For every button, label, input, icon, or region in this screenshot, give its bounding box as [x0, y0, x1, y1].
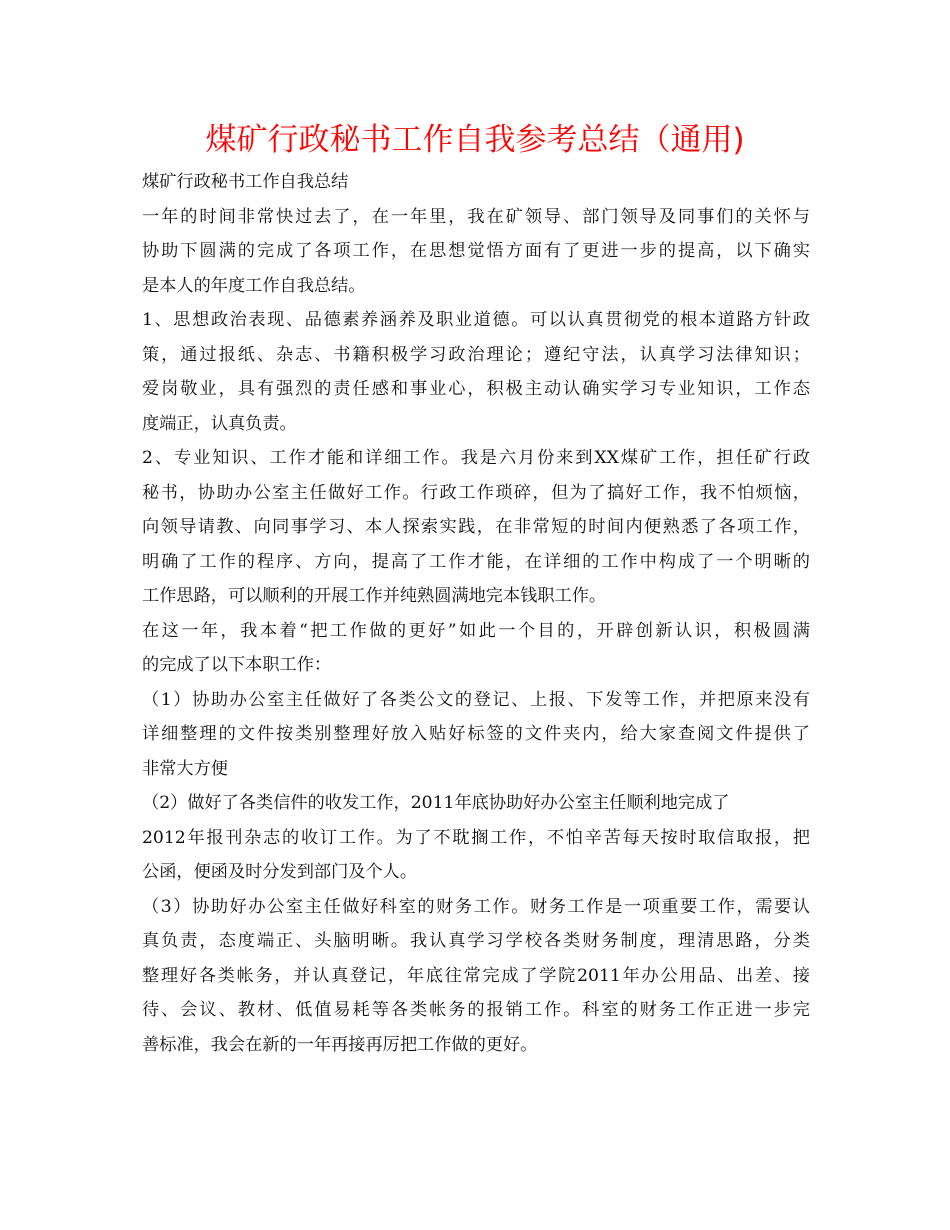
- body-line: 策，通过报纸、杂志、书籍积极学习政治理论；遵纪守法，认真学习法律知识；: [142, 344, 810, 365]
- body-line: 秘书，协助办公室主任做好工作。行政工作琐碎，但为了搞好工作，我不怕烦恼，: [142, 482, 810, 503]
- body-line: 一年的时间非常快过去了，在一年里，我在矿领导、部门领导及同事们的关怀与: [142, 206, 810, 227]
- body-line: 协助下圆满的完成了各项工作，在思想觉悟方面有了更进一步的提高，以下确实: [142, 241, 810, 261]
- body-line: 详细整理的文件按类别整理好放入贴好标签的文件夹内，给大家查阅文件提供了: [142, 724, 810, 744]
- body-line: 非常大方便: [142, 758, 228, 779]
- body-line: 明确了工作的程序、方向，提高了工作才能，在详细的工作中构成了一个明晰的: [142, 551, 810, 572]
- body-line: 善标准，我会在新的一年再接再厉把工作做的更好。: [142, 1034, 538, 1055]
- body-line: （2）做好了各类信件的收发工作，2011年底协助好办公室主任顺利地完成了: [142, 793, 730, 813]
- body-line: 待、会议、教材、低值易耗等各类帐务的报销工作。科室的财务工作正进一步完: [142, 1000, 810, 1020]
- body-line: 是本人的年度工作自我总结。: [142, 275, 366, 296]
- body-line: 整理好各类帐务，并认真登记，年底往常完成了学院2011年办公用品、出差、接: [142, 965, 810, 986]
- body-line: 1、思想政治表现、品德素养涵养及职业道德。可以认真贯彻党的根本道路方针政: [142, 310, 810, 330]
- body-line: 公函，便函及时分发到部门及个人。: [142, 862, 418, 882]
- body-line: （1）协助办公室主任做好了各类公文的登记、上报、下发等工作，并把原来没有: [142, 689, 810, 710]
- body-line: 在这一年，我本着“把工作做的更好”如此一个目的，开辟创新认识，积极圆满: [142, 620, 810, 641]
- body-line: 2、专业知识、工作才能和详细工作。我是六月份来到XX煤矿工作，担任矿行政: [142, 448, 810, 468]
- body-line: 真负责，态度端正、头脑明晰。我认真学习学校各类财务制度，理清思路，分类: [142, 931, 810, 951]
- body-line: 煤矿行政秘书工作自我总结: [142, 172, 349, 192]
- document-title: 煤矿行政秘书工作自我参考总结（通用): [205, 122, 745, 158]
- body-line: 的完成了以下本职工作：: [142, 655, 332, 675]
- body-line: 工作思路，可以顺利的开展工作并纯熟圆满地完本钱职工作。: [142, 586, 607, 606]
- body-line: 爱岗敬业，具有强烈的责任感和事业心，积极主动认确实学习专业知识，工作态: [142, 379, 810, 399]
- document-body: [142, 165, 810, 1062]
- body-line: 2012年报刊杂志的收订工作。为了不耽搁工作，不怕辛苦每天按时取信取报，把: [142, 827, 810, 848]
- body-line: 度端正，认真负责。: [142, 413, 297, 434]
- body-line: 向领导请教、向同事学习、本人探索实践，在非常短的时间内便熟悉了各项工作，: [142, 517, 810, 537]
- body-line: （3）协助好办公室主任做好科室的财务工作。财务工作是一项重要工作，需要认: [142, 896, 810, 917]
